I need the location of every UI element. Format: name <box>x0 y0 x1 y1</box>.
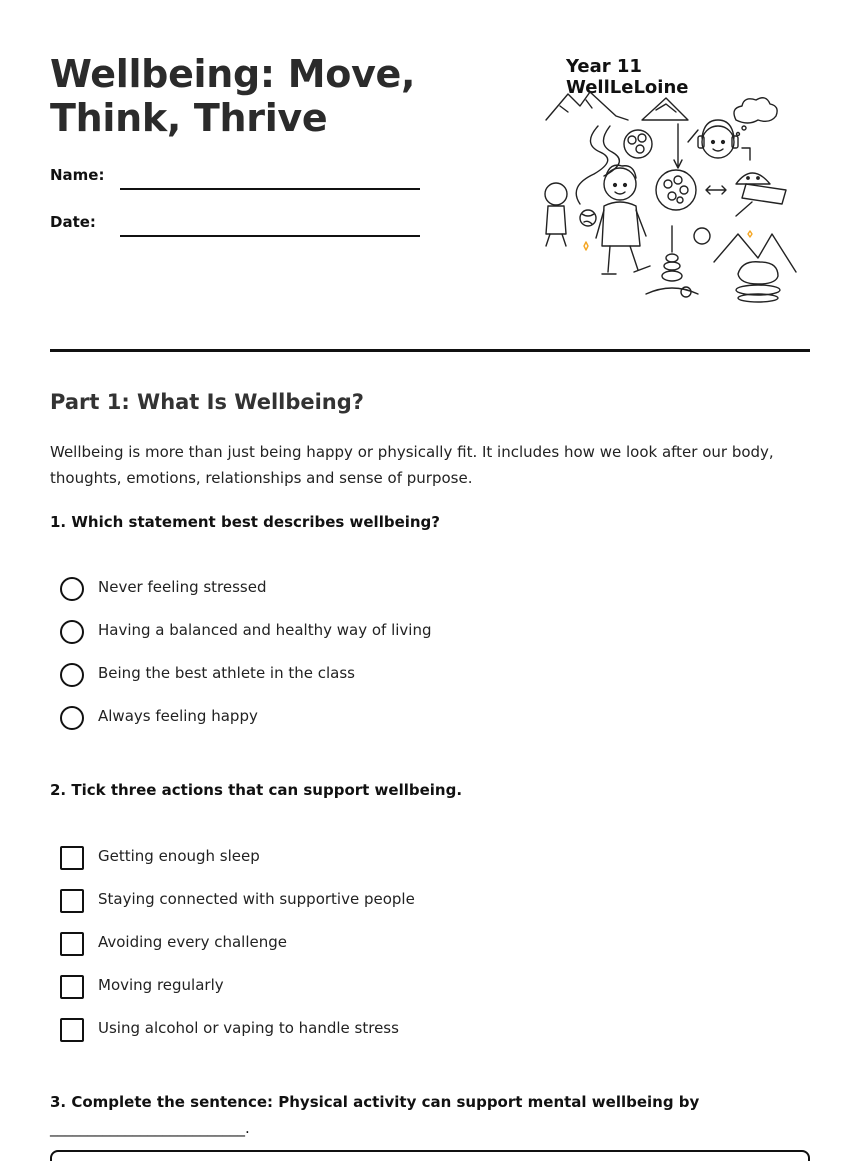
brand-label: WellLeLoine <box>566 77 689 98</box>
mountain-icon <box>714 234 796 272</box>
name-field-row <box>50 166 430 196</box>
radio-button[interactable] <box>60 706 84 730</box>
question-2-prompt: 2. Tick three actions that can support wellbeing. <box>50 781 463 799</box>
q1-option[interactable] <box>60 661 560 687</box>
option-label: Staying connected with supportive people <box>98 890 415 908</box>
person-icon <box>545 183 567 205</box>
worksheet-title: Wellbeing: Move, Think, Thrive <box>50 52 416 140</box>
name-field[interactable] <box>120 188 420 190</box>
part1-title: Part 1: What Is Wellbeing? <box>50 390 364 414</box>
bed-icon <box>736 173 770 184</box>
option-label: Getting enough sleep <box>98 847 260 865</box>
mountain-icon <box>642 98 688 120</box>
date-field-row <box>50 213 430 243</box>
q2-option[interactable] <box>60 844 560 870</box>
cloud-icon <box>734 98 777 123</box>
sun-icon <box>694 228 710 244</box>
answer-box[interactable] <box>50 1150 810 1161</box>
question-3-blank: __________________________. <box>50 1119 250 1137</box>
date-label: Date: <box>50 213 96 231</box>
question-3-text: 3. Complete the sentence: Physical activity can support mental wellbeing by <box>50 1093 700 1111</box>
question-1-prompt: 1. Which statement best describes wellbeing? <box>50 513 440 531</box>
person-icon <box>604 168 636 200</box>
mountain-icon <box>546 92 628 120</box>
q2-option[interactable] <box>60 1016 560 1042</box>
option-label: Moving regularly <box>98 976 224 994</box>
stones-icon <box>662 271 682 281</box>
option-label: Always feeling happy <box>98 707 258 725</box>
radio-button[interactable] <box>60 577 84 601</box>
wellbeing-doodle-illustration <box>538 86 804 308</box>
fruit-icon <box>624 130 652 158</box>
name-label: Name: <box>50 166 105 184</box>
checkbox[interactable] <box>60 846 84 870</box>
ball-icon <box>580 210 596 226</box>
option-label: Having a balanced and healthy way of living <box>98 621 432 639</box>
q2-option[interactable] <box>60 973 560 999</box>
q2-option[interactable] <box>60 887 560 913</box>
q1-option[interactable] <box>60 618 560 644</box>
checkbox[interactable] <box>60 889 84 913</box>
part1-intro: Wellbeing is more than just being happy or physically fit. It includes how we look after our body, thoughts, emotions, relationships and sense of purpose. <box>50 443 774 487</box>
checkbox[interactable] <box>60 932 84 956</box>
radio-button[interactable] <box>60 663 84 687</box>
checkbox[interactable] <box>60 975 84 999</box>
q2-option[interactable] <box>60 930 560 956</box>
option-label: Using alcohol or vaping to handle stress <box>98 1019 399 1037</box>
option-label: Avoiding every challenge <box>98 933 288 951</box>
q1-option[interactable] <box>60 575 560 601</box>
radio-button[interactable] <box>60 620 84 644</box>
question-3-prompt <box>50 1089 810 1141</box>
header-divider <box>50 349 810 352</box>
option-label: Never feeling stressed <box>98 578 267 596</box>
checkbox[interactable] <box>60 1018 84 1042</box>
q1-option[interactable] <box>60 704 560 730</box>
year-label: Year 11 <box>566 56 642 77</box>
option-label: Being the best athlete in the class <box>98 664 355 682</box>
person-icon <box>702 126 734 158</box>
date-field[interactable] <box>120 235 420 237</box>
